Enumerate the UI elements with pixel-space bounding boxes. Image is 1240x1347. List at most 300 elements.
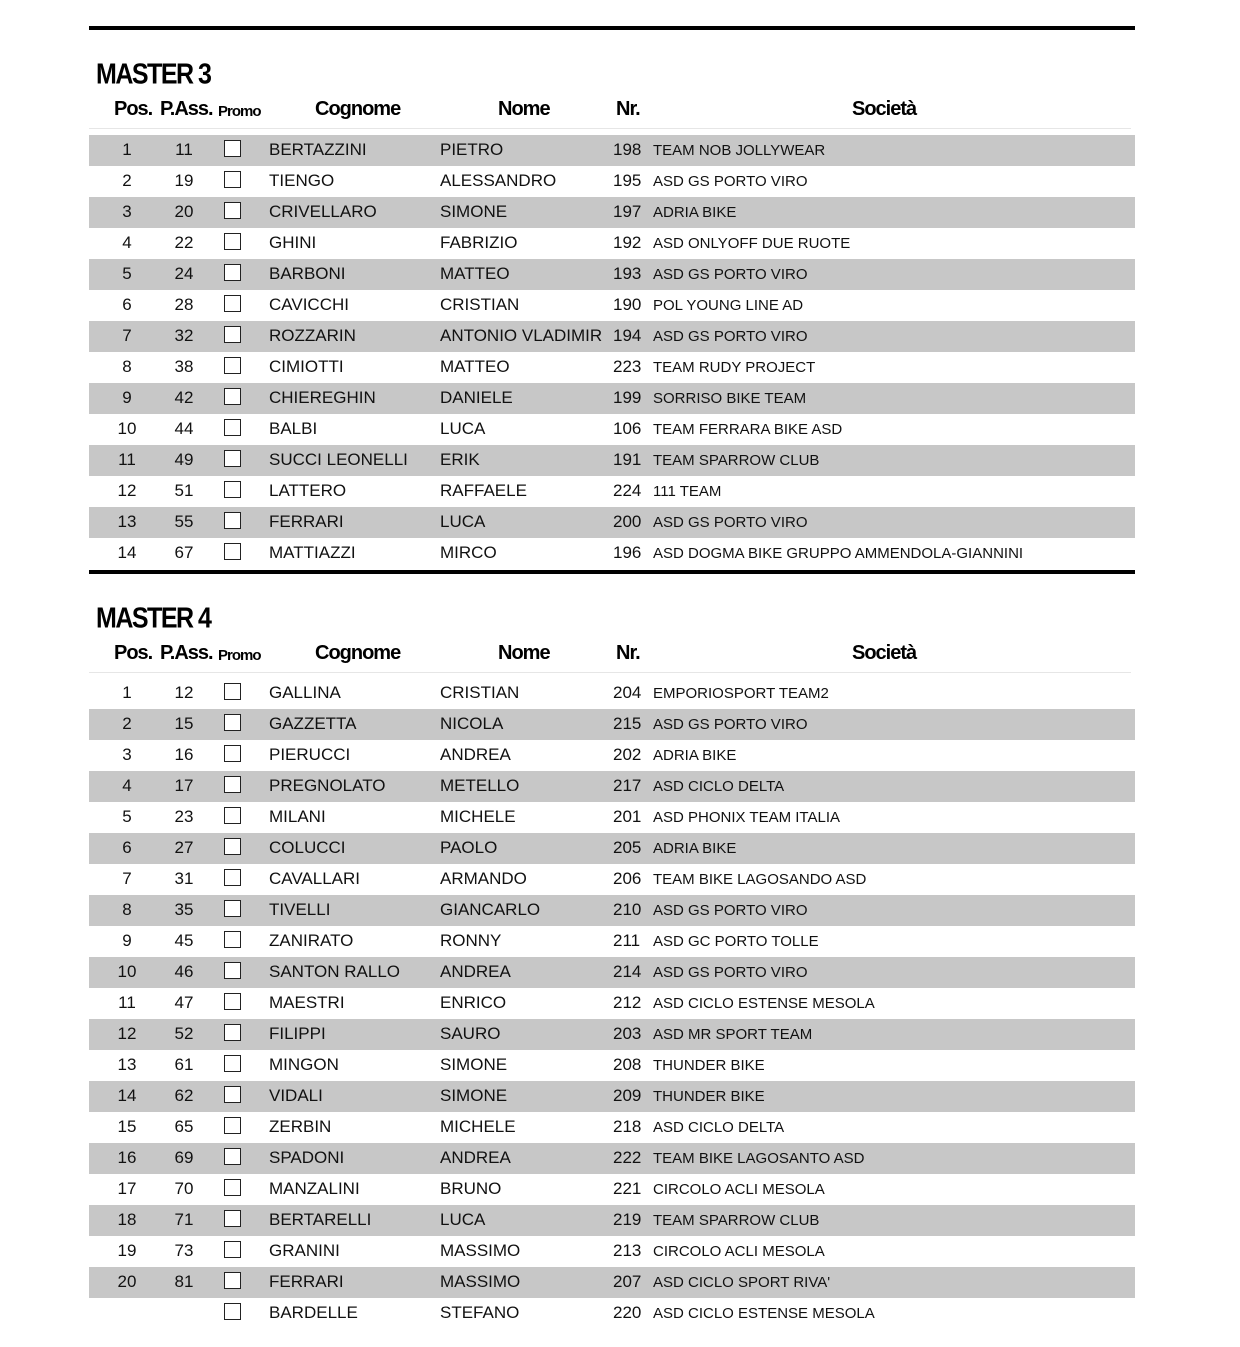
pass-cell: 22 [174,233,194,252]
nome-cell: MATTEO [440,264,510,283]
pos-cell: 6 [122,295,132,314]
table-row [89,414,1135,445]
pos-cell: 3 [122,202,132,221]
nome-cell: ALESSANDRO [440,171,557,190]
table-row [89,1050,1135,1081]
societa-cell: TEAM BIKE LAGOSANTO ASD [653,1150,865,1167]
table-row [89,771,1135,802]
nome-cell: BRUNO [440,1179,502,1198]
pass-cell: 73 [174,1241,194,1260]
promo-checkbox[interactable] [224,1272,241,1289]
nr-cell: 201 [613,807,642,826]
promo-checkbox[interactable] [224,838,241,855]
header-nome: Nome [498,642,550,664]
pos-cell: 12 [117,481,137,500]
pos-cell: 11 [118,993,136,1012]
pos-cell: 20 [117,1272,137,1291]
pass-cell: 61 [174,1055,194,1074]
nome-cell: CRISTIAN [440,295,520,314]
cognome-cell: COLUCCI [269,838,346,857]
societa-cell: TEAM FERRARA BIKE ASD [653,421,843,438]
pos-cell: 6 [122,838,132,857]
nr-cell: 194 [613,326,642,345]
nr-cell: 207 [613,1272,642,1291]
header-nr: Nr. [616,642,640,664]
nome-cell: SIMONE [440,202,508,221]
societa-cell: TEAM BIKE LAGOSANDO ASD [653,871,867,888]
promo-checkbox[interactable] [224,388,241,405]
pos-cell: 16 [117,1148,137,1167]
nome-cell: ANDREA [440,1148,511,1167]
pos-cell: 8 [122,357,132,376]
nome-cell: SIMONE [440,1055,508,1074]
nr-cell: 220 [613,1303,642,1322]
societa-cell: ASD GS PORTO VIRO [653,173,808,190]
promo-checkbox[interactable] [224,295,241,312]
societa-cell: SORRISO BIKE TEAM [653,390,807,407]
table-row [89,352,1135,383]
cognome-cell: SPADONI [269,1148,345,1167]
promo-checkbox[interactable] [224,1055,241,1072]
pos-cell: 11 [118,450,136,469]
cognome-cell: PREGNOLATO [269,776,386,795]
nr-cell: 218 [613,1117,642,1136]
table-row [89,1143,1135,1174]
pos-cell: 14 [117,1086,137,1105]
header-nome: Nome [498,98,550,120]
promo-checkbox[interactable] [224,357,241,374]
pass-cell: 12 [174,683,194,702]
nr-cell: 208 [613,1055,642,1074]
nr-cell: 209 [613,1086,642,1105]
cognome-cell: MATTIAZZI [269,543,356,562]
societa-cell: ASD DOGMA BIKE GRUPPO AMMENDOLA-GIANNINI [653,545,1024,562]
pass-cell: 51 [174,481,194,500]
pass-cell: 35 [174,900,194,919]
nr-cell: 214 [613,962,642,981]
pos-cell: 19 [117,1241,137,1260]
table-header-master-4 [89,642,1135,674]
pos-cell: 14 [117,543,137,562]
promo-checkbox[interactable] [224,1117,241,1134]
societa-cell: ADRIA BIKE [653,840,737,857]
table-row [89,1174,1135,1205]
table-row [89,678,1135,709]
societa-cell: CIRCOLO ACLI MESOLA [653,1243,825,1260]
nome-cell: GIANCARLO [440,900,541,919]
promo-checkbox[interactable] [224,140,241,157]
societa-cell: EMPORIOSPORT TEAM2 [653,685,829,702]
cognome-cell: CRIVELLARO [269,202,377,221]
pos-cell: 3 [122,745,132,764]
nr-cell: 219 [613,1210,642,1229]
promo-checkbox[interactable] [224,1024,241,1041]
pass-cell: 70 [174,1179,194,1198]
table-row [89,895,1135,926]
nome-cell: STEFANO [440,1303,520,1322]
nome-cell: SIMONE [440,1086,508,1105]
societa-cell: TEAM SPARROW CLUB [653,452,820,469]
pass-cell: 67 [174,543,194,562]
cognome-cell: CAVICCHI [269,295,349,314]
pass-cell: 27 [174,838,194,857]
promo-checkbox[interactable] [224,683,241,700]
promo-checkbox[interactable] [224,1241,241,1258]
promo-checkbox[interactable] [224,745,241,762]
nr-cell: 217 [613,776,642,795]
nr-cell: 192 [613,233,642,252]
table-row [89,538,1135,569]
nr-cell: 213 [613,1241,642,1260]
cognome-cell: TIENGO [269,171,335,190]
cognome-cell: FILIPPI [269,1024,326,1043]
pass-cell: 55 [174,512,194,531]
pass-cell: 45 [174,931,194,950]
table-row [89,321,1135,352]
promo-checkbox[interactable] [224,1303,241,1320]
section-title-master-3: MASTER 3 [96,58,211,91]
table-row [89,1298,1135,1329]
nome-cell: RONNY [440,931,502,950]
header-divider [89,672,1131,673]
nr-cell: 222 [613,1148,642,1167]
promo-checkbox[interactable] [224,481,241,498]
societa-cell: ASD PHONIX TEAM ITALIA [653,809,840,826]
table-row [89,1267,1135,1298]
nr-cell: 221 [613,1179,642,1198]
cognome-cell: ZANIRATO [269,931,354,950]
promo-checkbox[interactable] [224,171,241,188]
nr-cell: 211 [613,931,641,950]
promo-checkbox[interactable] [224,807,241,824]
cognome-cell: MILANI [269,807,326,826]
pos-cell: 13 [117,1055,137,1074]
societa-cell: ASD GC PORTO TOLLE [653,933,819,950]
promo-checkbox[interactable] [224,512,241,529]
nome-cell: PAOLO [440,838,498,857]
nr-cell: 204 [613,683,642,702]
pass-cell: 38 [174,357,194,376]
cognome-cell: GRANINI [269,1241,340,1260]
nr-cell: 215 [613,714,642,733]
table-row [89,476,1135,507]
societa-cell: ASD CICLO ESTENSE MESOLA [653,995,875,1012]
cognome-cell: TIVELLI [269,900,331,919]
header-pos: Pos. [114,642,153,664]
cognome-cell: SANTON RALLO [269,962,401,981]
section-title-master-4: MASTER 4 [96,602,211,635]
cognome-cell: CIMIOTTI [269,357,344,376]
nr-cell: 190 [613,295,642,314]
pass-cell: 42 [174,388,194,407]
societa-cell: THUNDER BIKE [653,1057,765,1074]
table-row [89,166,1135,197]
nome-cell: MIRCO [440,543,497,562]
pass-cell: 46 [174,962,194,981]
pos-cell: 5 [122,264,132,283]
pos-cell: 4 [122,776,132,795]
header-societa: Società [852,98,917,120]
cognome-cell: MAESTRI [269,993,345,1012]
nome-cell: SAURO [440,1024,501,1043]
promo-checkbox[interactable] [224,264,241,281]
pos-cell: 2 [122,714,132,733]
societa-cell: TEAM RUDY PROJECT [653,359,816,376]
promo-checkbox[interactable] [224,326,241,343]
societa-cell: ASD GS PORTO VIRO [653,902,808,919]
header-nr: Nr. [616,98,640,120]
nr-cell: 198 [613,140,642,159]
promo-checkbox[interactable] [224,1179,241,1196]
pass-cell: 52 [174,1024,194,1043]
nome-cell: RAFFAELE [440,481,527,500]
societa-cell: ASD GS PORTO VIRO [653,328,808,345]
nr-cell: 224 [613,481,642,500]
pass-cell: 24 [174,264,194,283]
pass-cell: 11 [175,140,193,159]
nr-cell: 223 [613,357,642,376]
cognome-cell: ZERBIN [269,1117,332,1136]
promo-checkbox[interactable] [224,419,241,436]
cognome-cell: PIERUCCI [269,745,351,764]
societa-cell: CIRCOLO ACLI MESOLA [653,1181,825,1198]
pass-cell: 32 [174,326,194,345]
table-row [89,290,1135,321]
pos-cell: 18 [117,1210,137,1229]
societa-cell: THUNDER BIKE [653,1088,765,1105]
nr-cell: 210 [613,900,642,919]
cognome-cell: MANZALINI [269,1179,360,1198]
pass-cell: 17 [174,776,194,795]
pass-cell: 47 [174,993,194,1012]
table-row [89,197,1135,228]
table-row [89,988,1135,1019]
cognome-cell: LATTERO [269,481,347,500]
header-pos: Pos. [114,98,153,120]
nome-cell: ANDREA [440,962,511,981]
nr-cell: 191 [613,450,642,469]
table-row [89,740,1135,771]
results-table-master-3 [89,135,1135,569]
table-header-master-3 [89,98,1135,130]
header-pass: P.Ass. [160,642,213,664]
pass-cell: 15 [174,714,194,733]
pos-cell: 12 [117,1024,137,1043]
nome-cell: MASSIMO [440,1241,521,1260]
table-row [89,259,1135,290]
societa-cell: ASD GS PORTO VIRO [653,716,808,733]
table-row [89,864,1135,895]
header-cognome: Cognome [315,642,401,664]
cognome-cell: BALBI [269,419,318,438]
pos-cell: 15 [117,1117,137,1136]
nome-cell: LUCA [440,512,486,531]
section-rule [89,570,1135,574]
nr-cell: 202 [613,745,642,764]
nome-cell: NICOLA [440,714,504,733]
pos-cell: 8 [122,900,132,919]
pass-cell: 16 [174,745,194,764]
nome-cell: MASSIMO [440,1272,521,1291]
pass-cell: 20 [174,202,194,221]
pos-cell: 9 [122,931,132,950]
table-row [89,833,1135,864]
promo-checkbox[interactable] [224,1086,241,1103]
pos-cell: 1 [122,140,132,159]
header-pass: P.Ass. [160,98,213,120]
table-row [89,1205,1135,1236]
nr-cell: 199 [613,388,642,407]
nome-cell: FABRIZIO [440,233,518,252]
cognome-cell: BERTARELLI [269,1210,372,1229]
pos-cell: 5 [122,807,132,826]
pos-cell: 10 [117,962,137,981]
table-row [89,135,1135,166]
nr-cell: 195 [613,171,642,190]
promo-checkbox[interactable] [224,202,241,219]
cognome-cell: GHINI [269,233,317,252]
cognome-cell: MINGON [269,1055,339,1074]
nome-cell: LUCA [440,419,486,438]
cognome-cell: BARBONI [269,264,346,283]
promo-checkbox[interactable] [224,931,241,948]
pass-cell: 23 [174,807,194,826]
nome-cell: METELLO [440,776,520,795]
table-row [89,709,1135,740]
societa-cell: ASD CICLO ESTENSE MESOLA [653,1305,875,1322]
nome-cell: CRISTIAN [440,683,520,702]
table-row [89,1236,1135,1267]
pos-cell: 13 [117,512,137,531]
societa-cell: ASD CICLO SPORT RIVA' [653,1274,831,1291]
nr-cell: 106 [613,419,642,438]
pass-cell: 62 [174,1086,194,1105]
pass-cell: 49 [174,450,194,469]
pos-cell: 7 [122,326,132,345]
societa-cell: TEAM NOB JOLLYWEAR [653,142,826,159]
top-rule [89,26,1135,30]
table-row [89,957,1135,988]
nr-cell: 203 [613,1024,642,1043]
cognome-cell: FERRARI [269,512,344,531]
table-row [89,445,1135,476]
cognome-cell: BERTAZZINI [269,140,367,159]
pos-cell: 1 [122,683,132,702]
nome-cell: MATTEO [440,357,510,376]
promo-checkbox[interactable] [224,993,241,1010]
promo-checkbox[interactable] [224,233,241,250]
table-row [89,1019,1135,1050]
pass-cell: 71 [174,1210,194,1229]
nome-cell: PIETRO [440,140,504,159]
pass-cell: 44 [174,419,194,438]
cognome-cell: SUCCI LEONELLI [269,450,408,469]
promo-checkbox[interactable] [224,869,241,886]
societa-cell: ASD MR SPORT TEAM [653,1026,813,1043]
promo-checkbox[interactable] [224,1148,241,1165]
societa-cell: ASD GS PORTO VIRO [653,266,808,283]
societa-cell: ASD CICLO DELTA [653,1119,785,1136]
promo-checkbox[interactable] [224,776,241,793]
pos-cell: 7 [122,869,132,888]
promo-checkbox[interactable] [224,962,241,979]
cognome-cell: GAZZETTA [269,714,357,733]
societa-cell: ASD CICLO DELTA [653,778,785,795]
societa-cell: ADRIA BIKE [653,204,737,221]
cognome-cell: CAVALLARI [269,869,361,888]
societa-cell: TEAM SPARROW CLUB [653,1212,820,1229]
table-row [89,1112,1135,1143]
cognome-cell: FERRARI [269,1272,344,1291]
table-row [89,1081,1135,1112]
nr-cell: 206 [613,869,642,888]
nome-cell: ANTONIO VLADIMIR [440,326,603,345]
societa-cell: ASD GS PORTO VIRO [653,964,808,981]
pass-cell: 81 [174,1272,194,1291]
nr-cell: 212 [613,993,642,1012]
header-cognome: Cognome [315,98,401,120]
cognome-cell: ROZZARIN [269,326,356,345]
cognome-cell: CHIEREGHIN [269,388,376,407]
nr-cell: 200 [613,512,642,531]
pos-cell: 10 [117,419,137,438]
nome-cell: DANIELE [440,388,513,407]
pos-cell: 17 [117,1179,137,1198]
table-row [89,383,1135,414]
promo-checkbox[interactable] [224,714,241,731]
nome-cell: ENRICO [440,993,507,1012]
table-row [89,926,1135,957]
societa-cell: ASD ONLYOFF DUE RUOTE [653,235,851,252]
pass-cell: 28 [174,295,194,314]
societa-cell: 111 TEAM [653,483,722,500]
societa-cell: ASD GS PORTO VIRO [653,514,808,531]
pass-cell: 65 [174,1117,194,1136]
promo-checkbox[interactable] [224,1210,241,1227]
header-societa: Società [852,642,917,664]
header-divider [89,128,1131,129]
header-promo: Promo [218,103,261,120]
results-table-master-4 [89,678,1135,1329]
promo-checkbox[interactable] [224,450,241,467]
nr-cell: 196 [613,543,642,562]
pos-cell: 4 [122,233,132,252]
header-promo: Promo [218,647,261,664]
promo-checkbox[interactable] [224,900,241,917]
nome-cell: MICHELE [440,807,516,826]
pos-cell: 9 [122,388,132,407]
nr-cell: 197 [613,202,642,221]
pass-cell: 19 [174,171,194,190]
nome-cell: MICHELE [440,1117,516,1136]
societa-cell: ADRIA BIKE [653,747,737,764]
nome-cell: ERIK [440,450,480,469]
nome-cell: LUCA [440,1210,486,1229]
table-row [89,228,1135,259]
nr-cell: 193 [613,264,642,283]
pass-cell: 31 [174,869,194,888]
promo-checkbox[interactable] [224,543,241,560]
pos-cell: 2 [122,171,132,190]
table-row [89,507,1135,538]
cognome-cell: VIDALI [269,1086,323,1105]
nome-cell: ARMANDO [440,869,527,888]
cognome-cell: GALLINA [269,683,341,702]
table-row [89,802,1135,833]
societa-cell: POL YOUNG LINE AD [653,297,804,314]
pass-cell: 69 [174,1148,194,1167]
nome-cell: ANDREA [440,745,511,764]
